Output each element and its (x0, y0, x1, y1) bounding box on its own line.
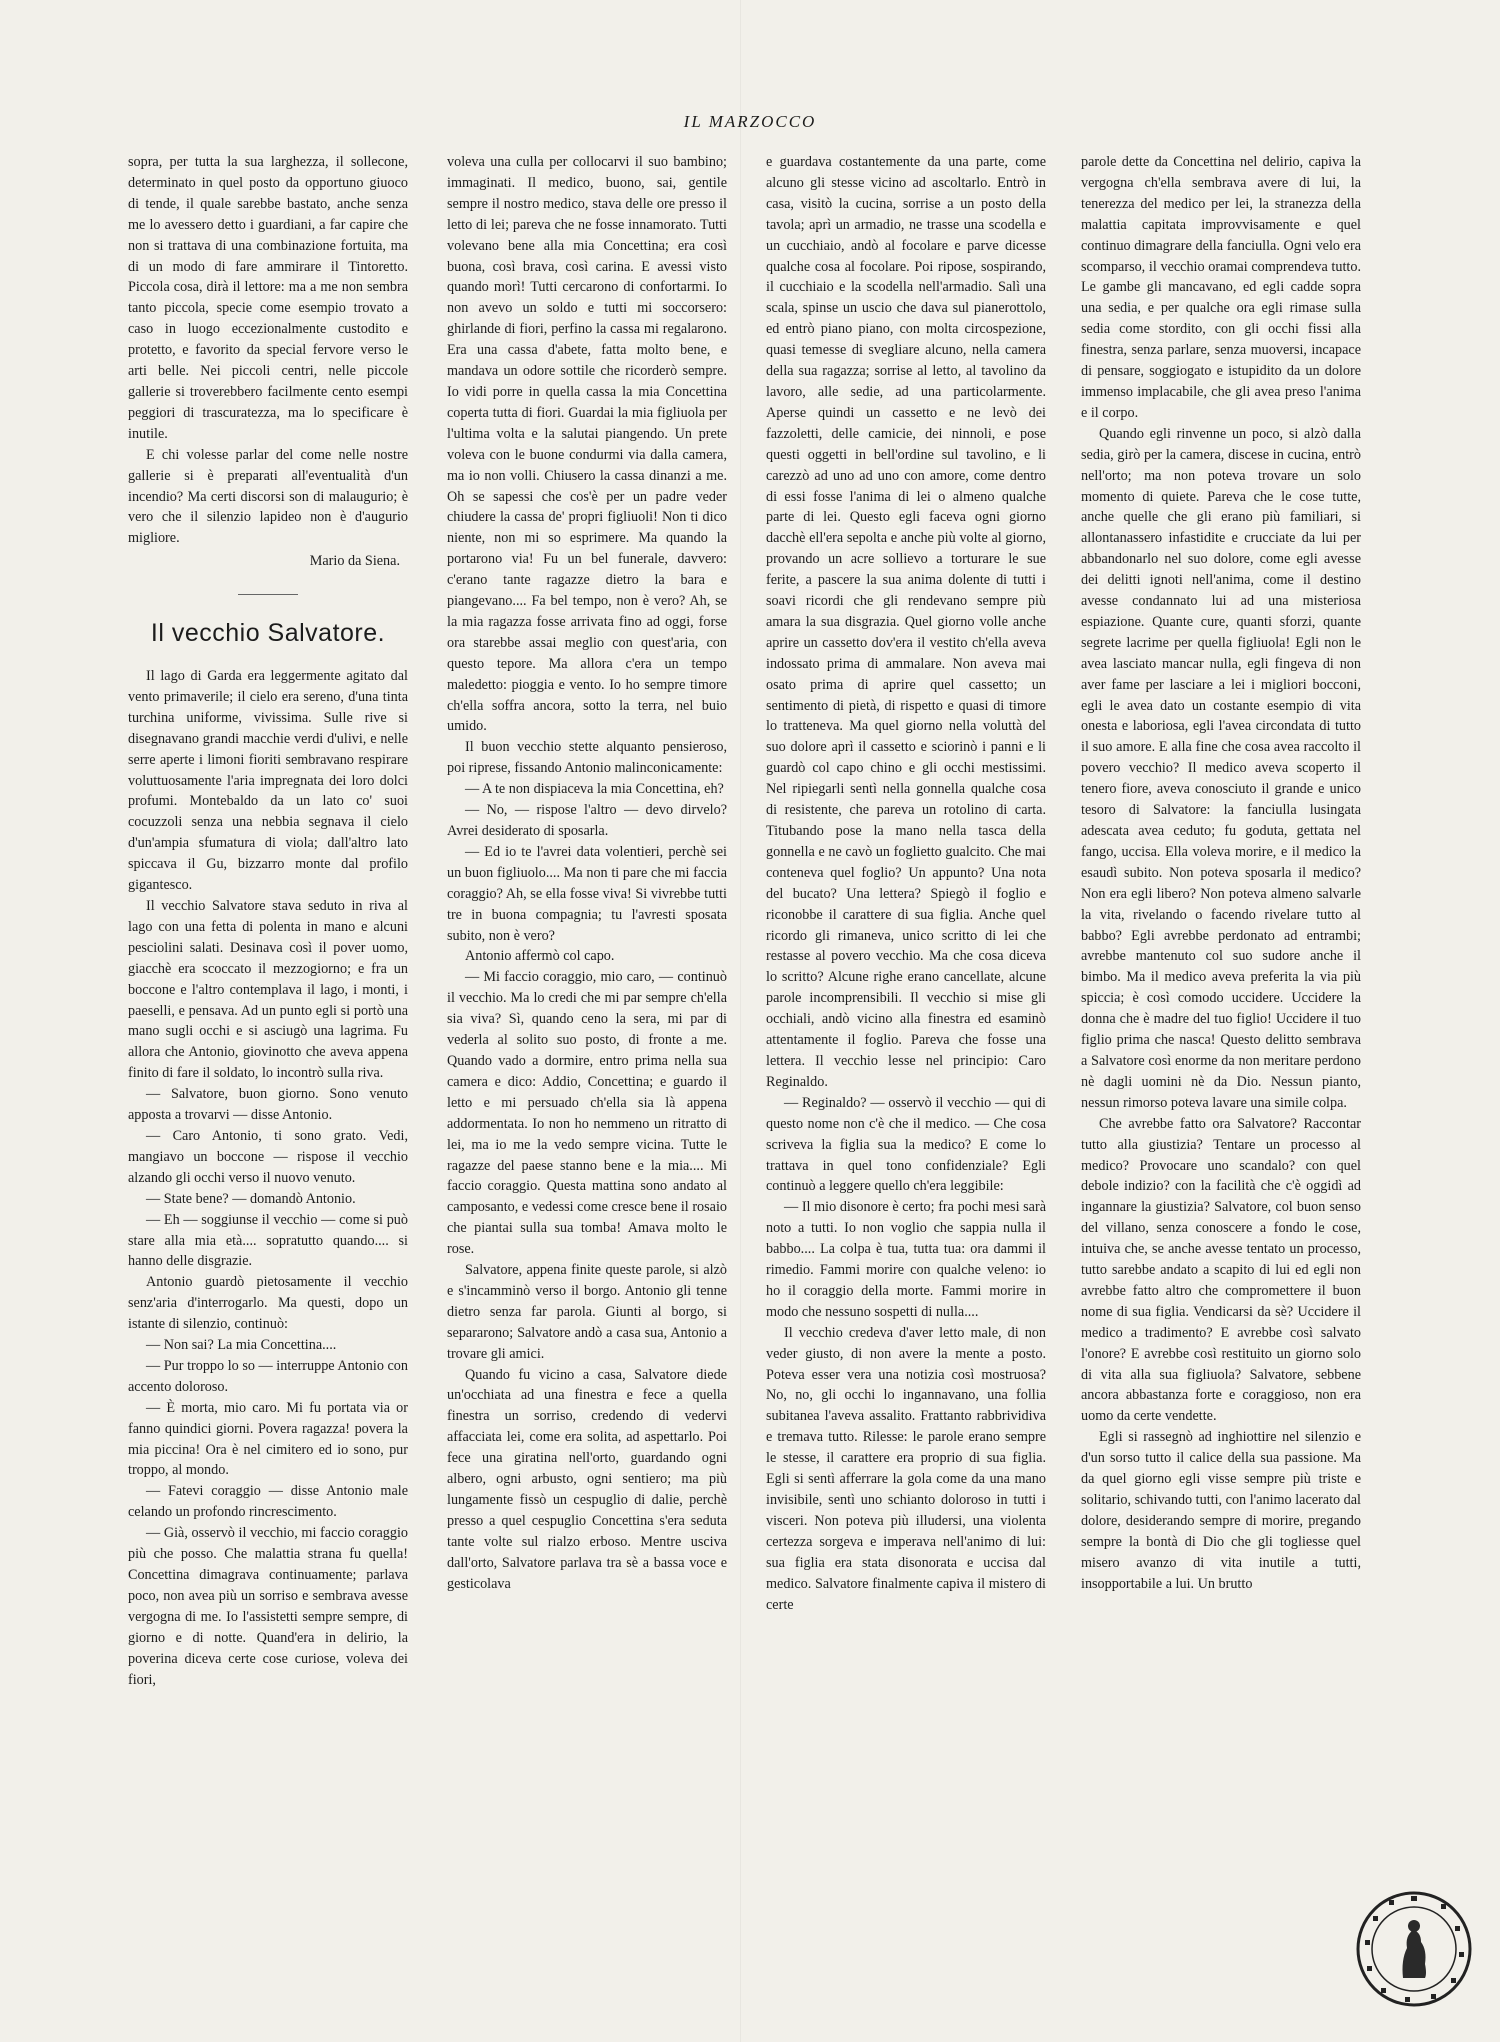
author-signature: Mario da Siena. (309, 553, 400, 570)
column-1 (128, 152, 408, 1690)
paragraph: — Reginaldo? — osservò il vecchio — qui di questo nome non c'è che il medico. — Che cosa scriveva la figlia sua la medico? E come lo trattava in quel tono confidenziale? Egli continuò a leggere quello ch'era leggibile: (766, 1094, 1046, 1195)
paragraph: — No, — rispose l'altro — devo dirvelo? Avrei desiderato di sposarla. (447, 802, 727, 839)
paragraph: — Mi faccio coraggio, mio caro, — continuò il vecchio. Ma lo credi che mi par sempre ch'ella sia viva? Sì, quando ceno la sera, mi par di vederla al solito suo posto, di fronte a me. Quando vado a dormire, entro prima nella sua camera e dico: Addio, Concettina; e guardo il letto e mi persuado ch'ella sia là appena addormentata. Io non ho nemmeno un ritratto di lei, ma io me la vedo sempre vicina. Tutte le ragazze del paese stanno bene e la mia.... Mi faccio coraggio. Questa mattina sono andato al camposanto, e vedessi come cresce bene il rosaio che piantai sulla sua tomba! Amava molto le rose. (447, 969, 727, 1258)
paragraph: parole dette da Concettina nel delirio, capiva la vergogna ch'ella sembrava avere di lui, la tenerezza del medico per lei, la stranezza della malattia capitata improvvisamente e quel continuo dimagrare della fanciulla. Ogni velo era scomparso, il vecchio oramai comprendeva tutto. Le gambe gli mancavano, ed egli cadde sopra una sedia, e per qualche ora egli rimase sulla sedia come stordito, con gli occhi fissi alla finestra, senza parlare, senza muoversi, incapace di pensare, soggiogato e istupidito da un dolore immenso implacabile, che gli avea preso l'anima e il corpo. (1081, 154, 1361, 421)
paragraph: — Il mio disonore è certo; fra pochi mesi sarà noto a tutti. Io non voglio che sappia nulla il babbo.... La colpa è tua, tutta tua: ora dammi il rimedio. Fammi morire con qualche veleno: io ho il coraggio della morte. Fammi morire in modo che nessuno sospetti di nulla.... (766, 1199, 1046, 1320)
paragraph: Egli si rassegnò ad inghiottire nel silenzio e d'un sorso tutto il calice della sua passione. Ma da quel giorno egli visse sempre più triste e solitario, schivando tutti, con l'animo lacerato dal dolore, desiderando sempre di morire, pregando sempre la bontà di Dio che gli togliesse quel misero avanzo di vita inutile a tutti, insopportabile a lui. Un brutto (1081, 1429, 1361, 1592)
paragraph: — Fatevi coraggio — disse Antonio male celando un profondo rincrescimento. (128, 1483, 408, 1521)
section-divider (238, 594, 298, 595)
column-2 (447, 152, 727, 1595)
newspaper-header: IL MARZOCCO (683, 112, 817, 131)
paragraph: — Eh — soggiunse il vecchio — come si può stare alla mia età.... sopratutto quando.... si hanno delle disgrazie. (128, 1211, 408, 1270)
article-title: Il vecchio Salvatore. (150, 619, 386, 648)
paragraph: Il vecchio Salvatore stava seduto in riva al lago con una fetta di polenta in mano e alcuni pesciolini salati. Desinava così il pover uomo, giacchè era scoccato il mezzogiorno; e fra un boccone e l'altro contemplava il lago, i monti, i paeselli, e pensava. Ad un punto egli si portò una mano sugli occhi e si asciugò una lagrima. Fu allora che Antonio, giovinotto che aveva appena finito di fare il soldato, lo incontrò sulla riva. (128, 898, 408, 1082)
library-seal-icon (1355, 1890, 1473, 2008)
paragraph: — Salvatore, buon giorno. Sono venuto apposta a trovarvi — disse Antonio. (128, 1086, 408, 1124)
paragraph: — Pur troppo lo so — interruppe Antonio con accento doloroso. (128, 1357, 408, 1395)
paragraph: voleva una culla per collocarvi il suo bambino; immaginati. Il medico, buono, sai, gentile sempre il nostro medico, stava delle ore presso il letto di lei; pareva che ne fosse innamorato. Tutti volevano bene alla mia Concettina; era così buona, così brava, così carina. E avessi visto quando morì! Tutti cercarono di confortarmi. Io non avevo un soldo e tutti mi soccorsero: ghirlande di fiori, perfino la cassa mi regalarono. Era una cassa d'abete, fatta molto bene, e mandava un odore sottile che ricorderò sempre. Io vidi porre in quella cassa la mia Concettina coperta tutta di fiori. Guardai la mia figliuola per l'ultima volta e la salutai piangendo. Un prete voleva con le buone condurmi via dalla camera, ma io non volli. Chiusero la cassa dinanzi a me. Oh se sapessi che cos'è per un padre veder chiudere la cassa de' propri figliuoli! Non ti dico niente, non mi so esprimere. Ma quando la portarono via! Fu un bel funerale, davvero: c'erano tante ragazze dietro la bara e piangevano.... Fa bel tempo, non è vero? Ah, se la mia ragazza fosse arrivata fino ad oggi, forse ora starebbe assai meglio con quest'aria, con questo tepore. Ma allora c'era un tempo maledetto: pioggia e vento. Io ho sempre timore ch'ella soffra ancora, sotto la terra, nel buio umido. (447, 154, 727, 735)
paragraph: — Già, osservò il vecchio, mi faccio coraggio più che posso. Che malattia strana fu quella! Concettina dimagrava continuamente; parlava poco, non avea più un sorriso e sembrava avesse vergogna di me. Io l'assistetti sempre sempre, di giorno e di notte. Quand'era in delirio, la poverina diceva certe cose curiose, voleva dei fiori, (128, 1525, 408, 1688)
paragraph: Il vecchio credeva d'aver letto male, di non veder giusto, di non avere la mente a posto. Poteva esser vera una notizia così mostruosa? No, no, gli occhi lo ingannavano, una follia subitanea l'aveva assalito. Frattanto rabbrividiva e tremava tutto. Rilesse: le parole erano sempre le stesse, il carattere era proprio di sua figlia. Egli si sentì afferrare la gola come da una mano invisibile, sentì uno schianto doloroso in tutti i visceri. Non poteva più illudersi, una violenta certezza sorgeva e imperava nell'animo di lui: sua figlia era stata disonorata e uccisa dal medico. Salvatore finalmente capiva il mistero di certe (766, 1324, 1046, 1613)
paragraph: Che avrebbe fatto ora Salvatore? Raccontar tutto alla giustizia? Tentare un processo al medico? Provocare uno scandalo? con quel debole indizio? con la facilità che c'è oggidì ad ingannare la giustizia? Salvatore, col buon senso del villano, senza conoscere a fondo le cose, intuiva che, se anche avesse tentato un processo, tutto sarebbe andato a scapito di lui ed egli non avrebbe fatto altro che compromettere il buon nome di sua figlia. Vendicarsi da sè? Uccidere il medico a tradimento? E avrebbe così salvato l'onore? E avrebbe così restituito un giorno solo di vita alla sua figliuola? Salvatore, sebbene ancora abbastanza forte e coraggioso, non era uomo da certe vendette. (1081, 1115, 1361, 1425)
column-4 (1081, 152, 1361, 1595)
paragraph: — State bene? — domandò Antonio. (146, 1190, 356, 1207)
paragraph: Antonio guardò pietosamente il vecchio senz'aria d'interrogarlo. Ma questi, dopo un istante di silenzio, continuò: (128, 1274, 408, 1333)
paragraph: — Non sai? La mia Concettina.... (146, 1337, 337, 1354)
paragraph: e guardava costantemente da una parte, come alcuno gli stesse vicino ad ascoltarlo. Entrò in casa, visitò la cucina, sorrise a un posto della tavola; aprì un armadio, ne trasse una scodella e un cucchiaio, andò al focolare e parve dicesse qualche cosa al focolare. Poi ripose, sospirando, il cucchiaio e la scodella nell'armadio. Salì una scala, spinse un uscio che dava sul pianerottolo, ed entrò piano piano, con molta circospezione, quasi temesse di svegliare alcuno, nella camera della sua ragazza; sorrise al letto, al tavolino da lavoro, alle sedie, ad una particolarmente. Aperse quindi un cassetto e ne levò dei fazzoletti, delle camicie, dei ninnoli, e pose questi oggetti in bell'ordine sul tavolino, e li carezzò ad uno ad uno con amore, come dentro di essi fosse l'anima di lei o almeno qualche parte di lei. Questo egli faceva ogni giorno dacchè ell'era sepolta e anche più volte al giorno, provando un acre sollievo a torturare le sue ferite, a pascere la sua anima dolente di tutti i soavi ricordi che gli rendevano sempre più amara la sua disgrazia. Quel giorno volle anche aprire un cassetto dov'era il vestito ch'ella aveva indossato prima di ammalare. Non aveva mai osato prima di aprire quel cassetto; un sentimento di pietà, di rispetto e quasi di timore lo tratteneva. Ma quel giorno nella voluttà del suo dolore aprì il cassetto e sciorinò i panni e li guardò col capo chino e gli occhi mestissimi. Nel ripiegarli sentì nella gonnella qualche cosa di resistente, che pareva un rotolino di carta. Titubando pose la mano nella tasca della gonnella e ne cavò un foglietto gualcito. Che mai conteneva quel foglio? Un appunto? Una nota del bucato? Una lettera? Spiegò il foglio e riconobbe il carattere di sua figlia. Anche quel ricordo gli rimaneva, unico scritto di lei che restasse al povero vecchio. Ma che cosa diceva lo scritto? Alcune righe erano cancellate, alcune parole incomprensibili. Il vecchio si mise gli occhiali, andò vicino alla finestra ed esaminò attentamente il foglio. Pareva che fosse una lettera. Il vecchio lesse nel principio: Caro Reginaldo. (766, 154, 1046, 1090)
paragraph: Antonio affermò col capo. (465, 948, 615, 965)
page-fold (740, 0, 741, 2042)
paragraph: E chi volesse parlar del come nelle nostre gallerie si è preparati all'eventualità d'un incendio? Ma certi discorsi son di malaugurio; è vero che il silenzio lapideo non è d'augurio migliore. (128, 446, 408, 547)
paragraph: Quando egli rinvenne un poco, si alzò dalla sedia, girò per la camera, discese in cucina, entrò nell'orto; ma non poteva trovare un solo momento di quiete. Pareva che le cose tutte, anche quelle che gli erano più familiari, si allontanassero infastidite e crucciate da lui per abbandonarlo nel suo dolore, come egli avesse dei delitti ignoti nell'anima, come il destino avesse condannato lui ad una misteriosa espiazione. Quante cure, quanti sforzi, quante segrete lacrime per quella figliuola! Egli non le avea lasciato mancar nulla, egli fingeva di non aver fame per lasciare a lei i migliori bocconi, egli le avea dato un costante esempio di vita onesta e laboriosa, egli l'avea circondata di tutto il suo amore. E alla fine che cosa avea raccolto il povero vecchio? Il medico aveva scoperto il tenero fiore, aveva conosciuto il grande e unico tesoro di Salvatore: la fanciulla lusingata adescata avea ceduto; fu goduta, gettata nel fango, uccisa. Ella voleva morire, e il medico la esaudì subito. Non poteva sposarla il medico? Non era egli libero? Non poteva almeno salvarle la vita, rivelando o facendo rivelare tutto al babbo? Egli avrebbe perdonato ad entrambi; avrebbe mantenuto col suo sudore anche il bimbo. Ma il medico aveva preferita la via più spiccia; è così comodo uccidere. Uccidere la donna che è madre del tuo figlio! Uccidere il tuo figlio prima che nasca! Questo delitto sembrava a Salvatore così enorme da non meritare perdono nè dagli uomini nè da Dio. Nessun pianto, nessun rimorso poteva lavare una simile colpa. (1081, 425, 1361, 1111)
paragraph: Il buon vecchio stette alquanto pensieroso, poi riprese, fissando Antonio malinconicamente: (447, 739, 727, 777)
paragraph: — A te non dispiaceva la mia Concettina, eh? (465, 781, 724, 798)
paragraph: Il lago di Garda era leggermente agitato dal vento primaverile; il cielo era sereno, d'una tinta turchina uniforme, vivissima. Sulle rive si disegnavano grandi macchie verdi d'ulivi, e nelle serre aperte i limoni fioriti sembravano respirare voluttuosamente l'aria impregnata dei loro dolci profumi. Montebaldo da un lato co' suoi cocuzzoli senza una nebbia segnava il cielo d'un'ampia sfumatura di viola; dall'altro lato spiccava il Gu, bizzarro monte dal profilo gigantesco. (128, 668, 408, 894)
paragraph: Quando fu vicino a casa, Salvatore diede un'occhiata ad una finestra e fece a quella finestra un sorriso, credendo di vedervi affacciata lei, come era solita, ad aspettarlo. Poi fece una giratina nell'orto, guardando ogni albero, ogni arbusto, ogni sentiero; ma più lungamente fissò un cespuglio di dalie, perchè presso a quel cespuglio Concettina s'era seduta tante volte sul rialzo erboso. Mentre usciva dall'orto, Salvatore parlava tra sè a bassa voce e gesticolava (447, 1366, 727, 1592)
paragraph: sopra, per tutta la sua larghezza, il sollecone, determinato in quel posto da opportuno giuoco di tende, il quale sarebbe bastato, anche senza me lo avessero detto i guardiani, a far capire che non si trattava di una combinazione fortuita, ma di un modo di fare ammirare il Tintoretto. Piccola cosa, dirà il lettore: ma a me non sembra tanto piccola, specie come esempio trovato a caso in luogo eccezionalmente custodito e protetto, e favorito da special fervore verso le arti belle. Nei piccoli centri, nelle piccole gallerie si troverebbero facilmente cento esempi peggiori di trascuratezza, ma lo specificare è inutile. (128, 154, 408, 442)
paragraph: — Caro Antonio, ti sono grato. Vedi, mangiavo un boccone — rispose il vecchio alzando gli occhi verso il nuovo venuto. (128, 1127, 408, 1186)
paragraph: Salvatore, appena finite queste parole, si alzò e s'incamminò verso il borgo. Antonio gli tenne dietro senza far parola. Giunti al borgo, si separarono; Salvatore andò a casa sua, Antonio a trovare gli amici. (447, 1262, 727, 1362)
paragraph: — È morta, mio caro. Mi fu portata via or fanno quindici giorni. Povera ragazza! povera la mia piccina! Ora è nel cimitero ed io sono, pur troppo, al mondo. (128, 1399, 408, 1479)
paragraph: — Ed io te l'avrei data volentieri, perchè sei un buon figliuolo.... Ma non ti pare che mi faccia coraggio? Ah, se ella fosse viva! Si vivrebbe tutti tre in buona compagnia; tu l'avresti sposata subito, non è vero? (447, 843, 727, 944)
column-3 (766, 152, 1046, 1615)
